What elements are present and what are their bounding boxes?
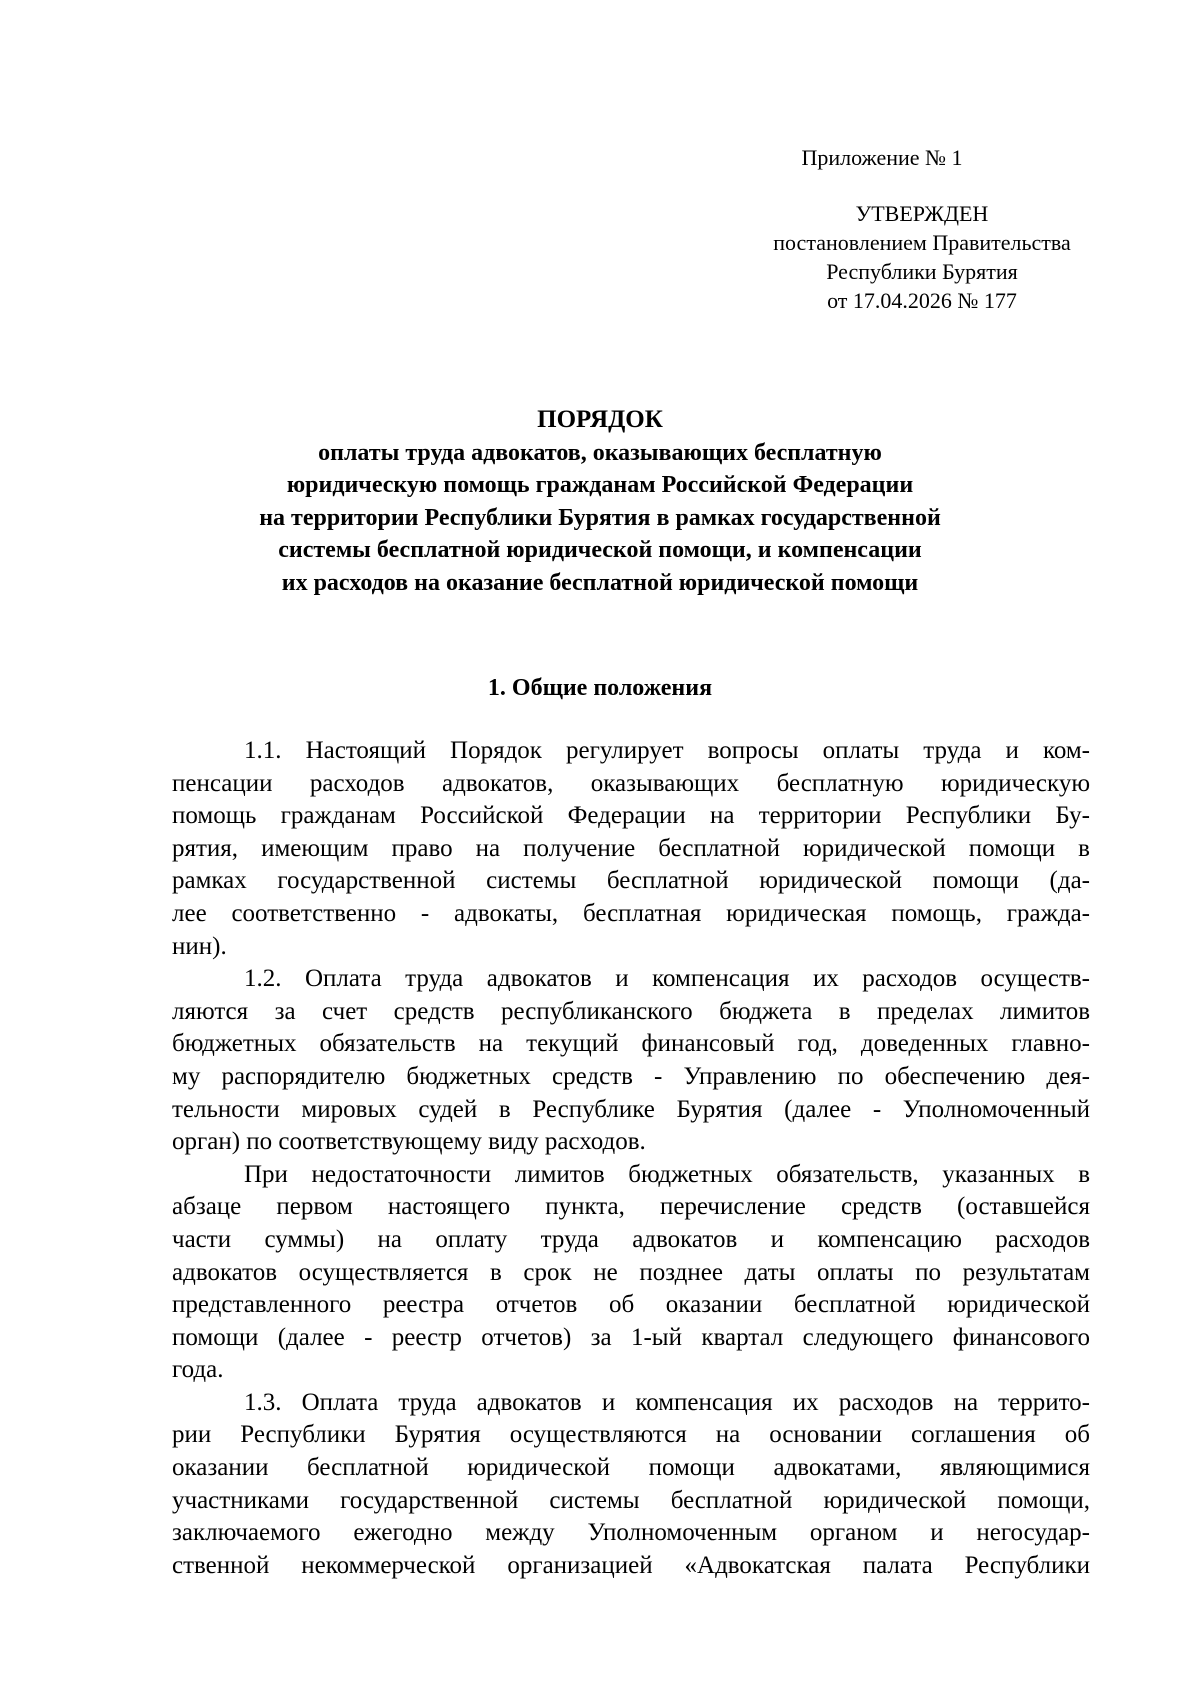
paragraph-1-3 — [172, 1387, 1090, 1583]
document-title-block — [150, 404, 1050, 599]
text-line: заключаемого ежегодно между Уполномоченным органом и негосудар- — [172, 1519, 1090, 1547]
title-line-4: системы бесплатной юридической помощи, и компенсации — [278, 537, 922, 563]
text-line: 1.3. Оплата труда адвокатов и компенсация их расходов на террито- — [244, 1388, 1090, 1416]
text-line: абзаце первом настоящего пункта, перечисление средств (оставшейся — [172, 1193, 1090, 1221]
approved-label: УТВЕРЖДЕН — [855, 201, 989, 226]
paragraph-1-2-abzac-2 — [172, 1159, 1090, 1387]
section-body — [172, 735, 1090, 1582]
text-line: оказании бесплатной юридической помощи адвокатами, являющимися — [172, 1454, 1090, 1482]
paragraph-1-1 — [172, 735, 1090, 963]
title-line-3: на территории Республики Бурятия в рамках государственной — [259, 504, 941, 531]
text-line: 1.2. Оплата труда адвокатов и компенсация их расходов осуществ- — [244, 965, 1090, 993]
text-line: При недостаточности лимитов бюджетных обязательств, указанных в — [244, 1160, 1090, 1188]
text-line: адвокатов осуществляется в срок не позднее даты оплаты по результатам — [172, 1258, 1090, 1286]
text-line: представленного реестра отчетов об оказании бесплатной юридической — [172, 1291, 1090, 1319]
text-line: ляются за счет средств республиканского бюджета в пределах лимитов — [172, 997, 1090, 1025]
approved-by-line2: Республики Бурятия — [826, 259, 1018, 284]
approval-stamp — [752, 199, 1092, 315]
title-line-5: их расходов на оказание бесплатной юридической помощи — [281, 569, 919, 596]
paragraph-1-2 — [172, 963, 1090, 1159]
approved-by-line1: постановлением Правительства — [773, 230, 1071, 255]
text-line: рии Республики Бурятия осуществляются на основании соглашения об — [172, 1421, 1090, 1449]
text-line: му распорядителю бюджетных средств - Управлению по обеспечению дея- — [172, 1062, 1090, 1090]
text-line: орган) по соответствующему виду расходов. — [172, 1128, 646, 1156]
title-line-1: оплаты труда адвокатов, оказывающих бесплатную — [318, 439, 882, 466]
text-line: участниками государственной системы бесплатной юридической помощи, — [172, 1486, 1090, 1514]
approved-date: от 17.04.2026 № 177 — [827, 288, 1017, 313]
section-heading: 1. Общие положения — [487, 675, 713, 701]
appendix-label: Приложение № 1 — [801, 145, 963, 170]
text-line: 1.1. Настоящий Порядок регулирует вопросы оплаты труда и ком- — [244, 737, 1090, 764]
text-line: помощь гражданам Российской Федерации на территории Республики Бу- — [172, 802, 1090, 830]
text-line: рамках государственной системы бесплатной юридической помощи (да- — [172, 867, 1090, 895]
text-line: рятия, имеющим право на получение бесплатной юридической помощи в — [172, 834, 1090, 862]
text-line: нин). — [172, 932, 227, 960]
text-line: года. — [172, 1356, 224, 1384]
document-title: ПОРЯДОК — [537, 406, 663, 433]
text-line: помощи (далее - реестр отчетов) за 1-ый квартал следующего финансового — [172, 1323, 1090, 1351]
text-line: тельности мировых судей в Республике Бурятия (далее - Уполномоченный — [172, 1095, 1090, 1123]
title-line-2: юридическую помощь гражданам Российской Федерации — [286, 472, 914, 498]
text-line: лее соответственно - адвокаты, бесплатная юридическая помощь, гражда- — [172, 899, 1090, 927]
text-line: бюджетных обязательств на текущий финансовый год, доведенных главно- — [172, 1030, 1090, 1058]
text-line: пенсации расходов адвокатов, оказывающих бесплатную юридическую — [172, 769, 1090, 797]
text-line: ственной некоммерческой организацией «Адвокатская палата Республики — [172, 1551, 1090, 1579]
text-line: части суммы) на оплату труда адвокатов и компенсацию расходов — [172, 1225, 1090, 1253]
